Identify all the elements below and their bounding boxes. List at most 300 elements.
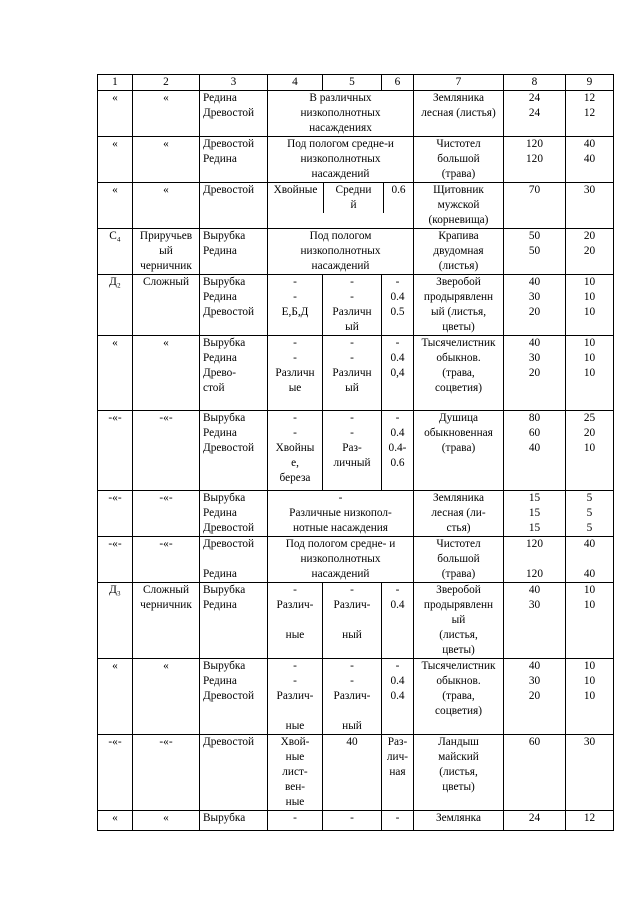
table-row bbox=[98, 336, 614, 411]
cell-line: Древостой bbox=[203, 442, 255, 454]
cell-line: лесная (листья) bbox=[421, 107, 496, 119]
cell-col3 bbox=[200, 229, 268, 275]
cell-col8 bbox=[504, 336, 566, 411]
cell-line: 12 bbox=[583, 92, 596, 104]
cell-line: - bbox=[395, 812, 400, 824]
table-row bbox=[98, 91, 614, 137]
cell-line: низкополнотных bbox=[300, 107, 381, 119]
cell-col1 bbox=[98, 491, 133, 537]
cell-line: 25 bbox=[583, 412, 596, 424]
cell-line: 120 bbox=[526, 568, 543, 580]
cell-line: 10 bbox=[583, 352, 596, 364]
cell-line: Различн bbox=[332, 367, 372, 379]
cell-line: насаждений bbox=[311, 260, 370, 272]
cell-col5 bbox=[323, 336, 382, 411]
cell-line: С₄ bbox=[109, 230, 121, 242]
cell-merged-cols4-6 bbox=[268, 183, 414, 229]
cell-line: цветы) bbox=[442, 781, 475, 793]
cell-line: Редина bbox=[203, 427, 237, 439]
cell-line: Сложный bbox=[142, 584, 190, 596]
table-row bbox=[98, 275, 614, 336]
cell-line: 5 bbox=[586, 522, 593, 534]
cell-col7 bbox=[414, 336, 504, 411]
cell-line: (листья, bbox=[439, 629, 478, 641]
cell-line: - bbox=[293, 276, 297, 288]
cell-col9 bbox=[566, 275, 614, 336]
cell-col5 bbox=[323, 411, 382, 491]
cell-merged-cols4-6 bbox=[268, 491, 414, 537]
cell-line: Чистотел bbox=[436, 138, 481, 150]
cell-line: - bbox=[350, 352, 354, 364]
cell-line: ый bbox=[159, 245, 173, 257]
cell-line: 40 bbox=[583, 568, 596, 580]
cell-line: Редина bbox=[203, 291, 237, 303]
cell-col3 bbox=[200, 275, 268, 336]
cell-line: 20 bbox=[583, 245, 596, 257]
cell-line: « bbox=[163, 184, 169, 196]
cell-line: (листья) bbox=[438, 260, 479, 272]
cell-line: - bbox=[395, 412, 400, 424]
cell-col1 bbox=[98, 537, 133, 583]
cell-line: Хвойные bbox=[273, 184, 318, 196]
cell-line: Различные низкопол- bbox=[289, 507, 392, 519]
cell-line: Хвойны bbox=[275, 442, 315, 454]
cell-col1 bbox=[98, 811, 133, 831]
cell-col2 bbox=[133, 336, 200, 411]
cell-line: 10 bbox=[583, 675, 596, 687]
cell-line: (корневища) bbox=[428, 214, 489, 226]
cell-line: 40 bbox=[528, 660, 541, 672]
cell-col8 bbox=[504, 91, 566, 137]
cell-col9 bbox=[566, 659, 614, 735]
cell-line: 60 bbox=[528, 736, 541, 748]
header-cell-6: 6 bbox=[382, 75, 414, 91]
cell-line: ные bbox=[285, 751, 305, 763]
cell-col4 bbox=[268, 659, 323, 735]
cell-line: Щитовник bbox=[433, 184, 484, 196]
cell-line: 30 bbox=[528, 291, 541, 303]
cell-line: Редина bbox=[203, 245, 237, 257]
cell-line: Редина bbox=[203, 675, 237, 687]
cell-merged-cols4-6 bbox=[268, 537, 414, 583]
cell-line: 120 bbox=[526, 538, 543, 550]
cell-line: Древостой bbox=[203, 522, 255, 534]
cell-line: 0.6 bbox=[391, 184, 406, 196]
cell-line: - bbox=[395, 584, 400, 596]
cell-line: лист- bbox=[282, 766, 308, 778]
cell-col6 bbox=[382, 659, 414, 735]
cell-line: нотные насаждения bbox=[292, 522, 389, 534]
table-row bbox=[98, 659, 614, 735]
cell-col4 bbox=[268, 411, 323, 491]
cell-line: лесная (ли- bbox=[431, 507, 486, 519]
cell-line: двудомная bbox=[433, 245, 484, 257]
cell-col5 bbox=[323, 659, 382, 735]
cell-line: мужской bbox=[437, 199, 480, 211]
cell-line: 0.4 bbox=[390, 352, 405, 364]
cell-line: 0.4 bbox=[390, 675, 405, 687]
cell-line: - bbox=[293, 675, 297, 687]
cell-line: Редина bbox=[203, 153, 237, 165]
cell-line: Средни bbox=[335, 184, 372, 196]
cell-line: - bbox=[350, 427, 354, 439]
cell-line: (листья, bbox=[439, 766, 478, 778]
cell-line: - bbox=[395, 660, 400, 672]
cell-line: 30 bbox=[583, 736, 596, 748]
cell-line: вен- bbox=[284, 781, 306, 793]
table-row bbox=[98, 537, 614, 583]
cell-col2 bbox=[133, 183, 200, 229]
cell-line: ый bbox=[451, 614, 466, 626]
cell-line: - bbox=[350, 412, 354, 424]
cell-line bbox=[567, 552, 612, 567]
cell-col1 bbox=[98, 137, 133, 183]
cell-line: Зверобой bbox=[436, 276, 481, 288]
cell-line: Различ- bbox=[333, 599, 371, 611]
cell-line: Землянка bbox=[435, 812, 482, 824]
cell-line bbox=[324, 613, 380, 628]
cell-line: 60 bbox=[528, 427, 541, 439]
cell-line: -«- bbox=[159, 736, 173, 748]
cell-col6 bbox=[382, 411, 414, 491]
header-cell-7: 7 bbox=[414, 75, 504, 91]
cell-line: Редина bbox=[203, 507, 237, 519]
cell-col6 bbox=[382, 811, 414, 831]
cell-col2 bbox=[133, 811, 200, 831]
cell-line: стой bbox=[203, 382, 225, 394]
cell-line: 5 bbox=[586, 492, 593, 504]
cell-line: 40 bbox=[583, 138, 596, 150]
cell-line: « bbox=[112, 138, 118, 150]
cell-col2 bbox=[133, 137, 200, 183]
cell-col7 bbox=[414, 659, 504, 735]
cell-line: Различн bbox=[332, 306, 372, 318]
cell-line: Вырубка bbox=[203, 230, 246, 242]
cell-line: - bbox=[293, 352, 297, 364]
cell-col3 bbox=[200, 183, 268, 229]
cell-line: - bbox=[293, 812, 297, 824]
cell-line: низкополнотных bbox=[300, 553, 381, 565]
cell-line: - bbox=[293, 584, 297, 596]
cell-line: ный bbox=[342, 629, 362, 641]
cell-col1 bbox=[98, 275, 133, 336]
cell-col7 bbox=[414, 537, 504, 583]
cell-line: Вырубка bbox=[203, 337, 246, 349]
cell-line: Древостой bbox=[203, 138, 255, 150]
cell-line: - bbox=[293, 337, 297, 349]
cell-line: цветы) bbox=[442, 321, 475, 333]
cell-line: 120 bbox=[526, 153, 543, 165]
cell-line: - bbox=[293, 427, 297, 439]
cell-line: 0.4 bbox=[390, 427, 405, 439]
cell-line: 10 bbox=[583, 306, 596, 318]
cell-line: 10 bbox=[583, 337, 596, 349]
cell-line: 10 bbox=[583, 442, 596, 454]
cell-line: 0,4 bbox=[390, 367, 405, 379]
cell-col7 bbox=[414, 183, 504, 229]
cell-line: -«- bbox=[108, 736, 122, 748]
table-row bbox=[98, 229, 614, 275]
cell-line: 10 bbox=[583, 690, 596, 702]
cell-line: обыкнов. bbox=[436, 352, 481, 364]
cell-line: 5 bbox=[586, 507, 593, 519]
cell-line: Редина bbox=[203, 352, 237, 364]
cell-line: черничник bbox=[140, 599, 192, 611]
cell-line bbox=[203, 552, 266, 567]
cell-col9 bbox=[566, 229, 614, 275]
cell-col3 bbox=[200, 411, 268, 491]
cell-line: 15 bbox=[528, 522, 541, 534]
cell-line: « bbox=[163, 92, 169, 104]
cell-col9 bbox=[566, 336, 614, 411]
cell-line: Хвой- bbox=[280, 736, 310, 748]
cell-line: Ландыш bbox=[438, 736, 479, 748]
cell-col4 bbox=[268, 583, 323, 659]
cell-line: - bbox=[395, 337, 400, 349]
cell-line: - bbox=[350, 276, 354, 288]
cell-col9 bbox=[566, 183, 614, 229]
cell-col5 bbox=[323, 735, 382, 811]
cell-col7 bbox=[414, 91, 504, 137]
cell-col9 bbox=[566, 137, 614, 183]
cell-line: -«- bbox=[108, 412, 122, 424]
cell-col9 bbox=[566, 583, 614, 659]
cell-line: « bbox=[112, 184, 118, 196]
header-cell-1: 1 bbox=[98, 75, 133, 91]
cell-line: е, bbox=[291, 457, 299, 469]
cell-col6 bbox=[382, 735, 414, 811]
cell-col8 bbox=[504, 537, 566, 583]
cell-line: Редина bbox=[203, 568, 237, 580]
cell-line: Земляника bbox=[432, 92, 485, 104]
cell-line: Вырубка bbox=[203, 812, 246, 824]
cell-line: Различ- bbox=[333, 690, 371, 702]
cell-line: 12 bbox=[583, 812, 596, 824]
cell-col3 bbox=[200, 537, 268, 583]
cell-line: соцветия) bbox=[435, 382, 482, 394]
cell-line: (трава) bbox=[441, 568, 476, 580]
cell-col3 bbox=[200, 491, 268, 537]
cell-line: - bbox=[293, 412, 297, 424]
cell-line: 15 bbox=[528, 507, 541, 519]
cell-line: 12 bbox=[583, 107, 596, 119]
cell-line: 0.4 bbox=[390, 599, 405, 611]
cell-col6 bbox=[382, 275, 414, 336]
cell-col2 bbox=[133, 491, 200, 537]
cell-line: низкополнотных bbox=[300, 153, 381, 165]
cell-col1 bbox=[98, 735, 133, 811]
cell-line: Вырубка bbox=[203, 412, 246, 424]
cell-col9 bbox=[566, 91, 614, 137]
cell-line: Под пологом средне-и bbox=[287, 138, 394, 150]
cell-col1 bbox=[98, 229, 133, 275]
cell-line: (трава) bbox=[441, 168, 476, 180]
cell-col7 bbox=[414, 735, 504, 811]
cell-line: 10 bbox=[583, 276, 596, 288]
cell-col8 bbox=[504, 275, 566, 336]
cell-col8 bbox=[504, 411, 566, 491]
cell-col6 bbox=[382, 336, 414, 411]
cell-line: й bbox=[350, 199, 357, 211]
cell-merged-cols4-6 bbox=[268, 137, 414, 183]
cell-col8 bbox=[504, 811, 566, 831]
cell-col7 bbox=[414, 275, 504, 336]
cell-line: 10 bbox=[583, 291, 596, 303]
table-row bbox=[98, 411, 614, 491]
cell-line: Вырубка bbox=[203, 660, 246, 672]
cell-col4 bbox=[268, 183, 324, 213]
cell-line: 20 bbox=[528, 306, 541, 318]
cell-line: Редина bbox=[203, 92, 237, 104]
cell-line: 10 bbox=[583, 367, 596, 379]
cell-line: 20 bbox=[583, 230, 596, 242]
cell-line bbox=[505, 552, 564, 567]
cell-line: ные bbox=[285, 720, 305, 732]
cell-line: стья) bbox=[446, 522, 471, 534]
cell-col4 bbox=[268, 336, 323, 411]
cell-line: « bbox=[112, 660, 118, 672]
cell-line: 0.4- bbox=[388, 442, 407, 454]
cell-line: 40 bbox=[528, 442, 541, 454]
cell-col7 bbox=[414, 137, 504, 183]
cell-line: 40 bbox=[346, 736, 358, 748]
cell-col8 bbox=[504, 229, 566, 275]
cell-col9 bbox=[566, 811, 614, 831]
cell-line: 10 bbox=[583, 660, 596, 672]
cell-col8 bbox=[504, 137, 566, 183]
cell-line: ый bbox=[345, 382, 359, 394]
cell-col2 bbox=[133, 659, 200, 735]
cell-line bbox=[269, 613, 321, 628]
cell-col9 bbox=[566, 735, 614, 811]
cell-line: Д₃ bbox=[109, 584, 121, 596]
cell-line: Раз- bbox=[387, 736, 408, 748]
cell-line: 24 bbox=[528, 812, 541, 824]
cell-line: - bbox=[350, 337, 354, 349]
cell-line: 80 bbox=[528, 412, 541, 424]
cell-line: большой bbox=[437, 553, 480, 565]
cell-line: « bbox=[163, 660, 169, 672]
cell-line: (трава, bbox=[442, 367, 475, 379]
cell-col1 bbox=[98, 583, 133, 659]
cell-line: 40 bbox=[528, 337, 541, 349]
cell-line: 20 bbox=[528, 367, 541, 379]
cell-line: Крапива bbox=[438, 230, 479, 242]
header-cell-4: 4 bbox=[268, 75, 323, 91]
header-cell-5: 5 bbox=[323, 75, 382, 91]
cell-col2 bbox=[133, 229, 200, 275]
cell-col9 bbox=[566, 411, 614, 491]
cell-line: « bbox=[163, 812, 169, 824]
cell-line: обыкнов. bbox=[436, 675, 481, 687]
cell-line: личный bbox=[333, 457, 371, 469]
cell-col7 bbox=[414, 229, 504, 275]
cell-line: 0.4 bbox=[390, 291, 405, 303]
cell-line: -«- bbox=[159, 412, 173, 424]
cell-line: Древостой bbox=[203, 184, 255, 196]
cell-line: береза bbox=[279, 472, 311, 484]
header-cell-2: 2 bbox=[133, 75, 200, 91]
cell-line: Зверобой bbox=[436, 584, 481, 596]
cell-col5 bbox=[323, 583, 382, 659]
cell-line: Различ- bbox=[276, 690, 314, 702]
cell-line: соцветия) bbox=[435, 705, 482, 717]
cell-line: обыкновенная bbox=[424, 427, 493, 439]
cell-line: 10 bbox=[583, 599, 596, 611]
table-row bbox=[98, 583, 614, 659]
cell-line: Тысячелистник bbox=[421, 337, 496, 349]
cell-line: - bbox=[338, 492, 343, 504]
cell-line: ый (листья, bbox=[430, 306, 487, 318]
cell-col8 bbox=[504, 491, 566, 537]
cell-line: Различ- bbox=[276, 599, 314, 611]
cell-line: 15 bbox=[528, 492, 541, 504]
cell-line: Е,Б,Д bbox=[281, 306, 309, 318]
table-row bbox=[98, 811, 614, 831]
cell-line: - bbox=[395, 276, 400, 288]
cell-line: ные bbox=[285, 629, 305, 641]
cell-col1 bbox=[98, 91, 133, 137]
cell-col2 bbox=[133, 537, 200, 583]
cell-line: 50 bbox=[528, 230, 541, 242]
cell-col7 bbox=[414, 811, 504, 831]
cell-line: Д₂ bbox=[109, 276, 121, 288]
cell-col4 bbox=[268, 811, 323, 831]
cell-line: Редина bbox=[203, 599, 237, 611]
cell-col3 bbox=[200, 336, 268, 411]
cell-line: Вырубка bbox=[203, 584, 246, 596]
cell-col3 bbox=[200, 811, 268, 831]
cell-col1 bbox=[98, 183, 133, 229]
cell-line: « bbox=[112, 812, 118, 824]
cell-line: 20 bbox=[583, 427, 596, 439]
cell-line: 30 bbox=[528, 599, 541, 611]
cell-col8 bbox=[504, 583, 566, 659]
cell-col2 bbox=[133, 275, 200, 336]
cell-col3 bbox=[200, 91, 268, 137]
cell-line: цветы) bbox=[442, 644, 475, 656]
cell-col1 bbox=[98, 336, 133, 411]
cell-line: Сложный bbox=[142, 276, 190, 288]
cell-col6 bbox=[384, 183, 413, 213]
cell-line: Вырубка bbox=[203, 492, 246, 504]
cell-line: « bbox=[112, 92, 118, 104]
cell-col8 bbox=[504, 183, 566, 229]
table-row bbox=[98, 735, 614, 811]
table-header-row bbox=[98, 75, 614, 91]
cell-line: 120 bbox=[526, 138, 543, 150]
cell-line: Древостой bbox=[203, 690, 255, 702]
cell-line: насаждений bbox=[311, 568, 370, 580]
cell-line: Под пологом bbox=[309, 230, 372, 242]
inner-split bbox=[268, 183, 413, 213]
cell-line: 24 bbox=[528, 107, 541, 119]
cell-line: продырявленн bbox=[423, 291, 494, 303]
cell-line: - bbox=[350, 584, 354, 596]
cell-line: Древостой bbox=[203, 538, 255, 550]
cell-col4 bbox=[268, 735, 323, 811]
cell-col5 bbox=[324, 183, 384, 213]
cell-line: - bbox=[350, 675, 354, 687]
cell-line: ные bbox=[285, 796, 305, 808]
cell-line: ная bbox=[389, 766, 406, 778]
cell-line: продырявленн bbox=[423, 599, 494, 611]
cell-merged-cols4-6 bbox=[268, 229, 414, 275]
table-row bbox=[98, 491, 614, 537]
cell-line: низкополнотных bbox=[300, 245, 381, 257]
table-row bbox=[98, 137, 614, 183]
cell-line: « bbox=[163, 138, 169, 150]
